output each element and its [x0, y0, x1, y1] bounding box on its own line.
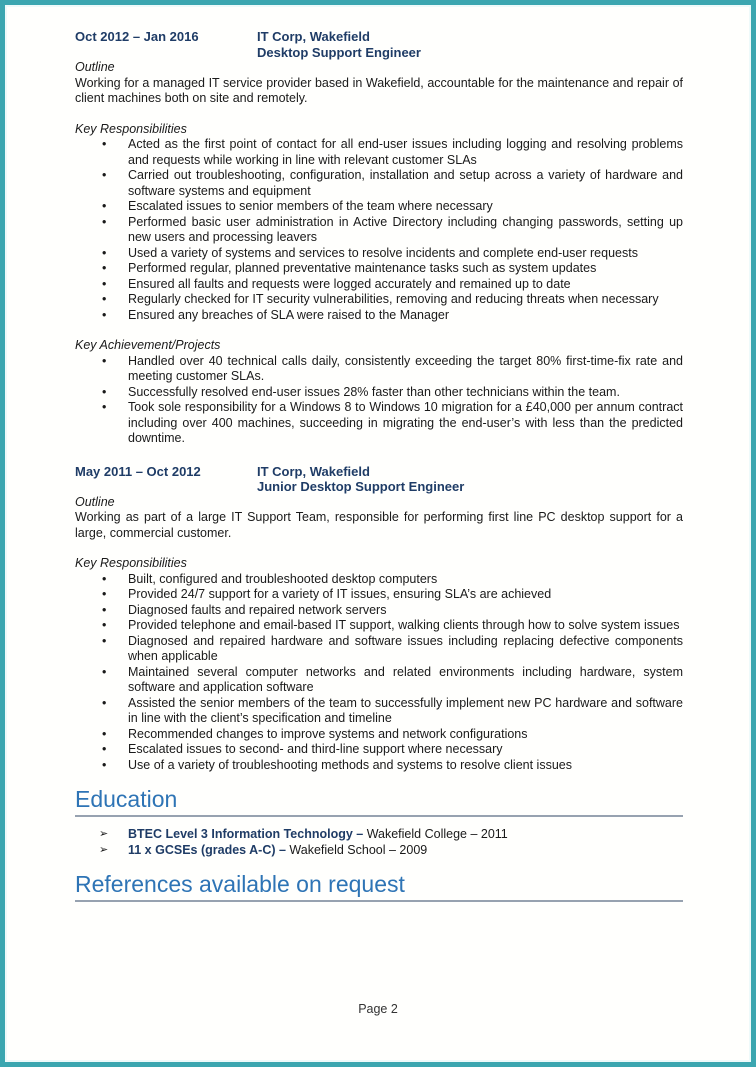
list-item: • Acted as the first point of contact for all end-user issues including logging and resolving problems and requests while working in line with relevant customer SLAs — [75, 137, 683, 168]
job-header — [75, 29, 683, 60]
list-item: • Ensured all faults and requests were logged accurately and remained up to date — [75, 277, 683, 293]
list-item: • Ensured any breaches of SLA were raised to the Manager — [75, 308, 683, 324]
job-title: Desktop Support Engineer — [257, 44, 421, 60]
education-heading: Education — [75, 786, 683, 817]
list-item: • Escalated issues to second- and third-line support where necessary — [75, 742, 683, 758]
list-item: • Assisted the senior members of the team to successfully implement new PC hardware and software in line with the client’s specification and timeline — [75, 696, 683, 727]
job-company-block — [257, 464, 683, 495]
list-item: • Built, configured and troubleshooted desktop computers — [75, 572, 683, 588]
responsibilities-label: Key Responsibilities — [75, 556, 187, 570]
list-item: • Performed basic user administration in Active Directory including changing passwords, setting up new users and processing leavers — [75, 215, 683, 246]
education-item — [75, 826, 683, 842]
list-item: • Carried out troubleshooting, configuration, installation and setup across a variety of hardware and software systems and equipment — [75, 168, 683, 199]
education-list — [75, 826, 683, 858]
education-qualification: 11 x GCSEs (grades A-C) – — [128, 843, 286, 857]
list-item: • Provided 24/7 support for a variety of IT issues, ensuring SLA’s are achieved — [75, 587, 683, 603]
list-item: • Provided telephone and email-based IT support, walking clients through how to solve system issues — [75, 618, 683, 634]
job-company-block — [257, 29, 683, 60]
list-item: • Handled over 40 technical calls daily, consistently exceeding the target 80% first-time-fix rate and meeting customer SLAs. — [75, 354, 683, 385]
page-content — [5, 5, 751, 902]
job-title: Junior Desktop Support Engineer — [257, 479, 465, 494]
list-item: • Successfully resolved end-user issues 28% faster than other technicians within the team. — [75, 385, 683, 401]
list-item: • Use of a variety of troubleshooting methods and systems to resolve client issues — [75, 758, 683, 774]
list-item: • Escalated issues to senior members of the team where necessary — [75, 199, 683, 215]
list-item: • Maintained several computer networks and related environments including hardware, system software and application software — [75, 665, 683, 696]
list-item: • Took sole responsibility for a Windows 8 to Windows 10 migration for a £40,000 per annum contract including over 400 machines, succeeding in migrating the end-user’s with less than the predicted downtime. — [75, 400, 683, 447]
list-item: • Used a variety of systems and services to resolve incidents and complete end-user requests — [75, 246, 683, 262]
outline-label: Outline — [75, 60, 115, 74]
job-entry-2 — [75, 464, 683, 774]
outline-text: Working for a managed IT service provider based in Wakefield, accountable for the maintenance and repair of client machines both on site and remotely. — [75, 75, 683, 105]
education-detail: Wakefield College – 2011 — [363, 827, 508, 841]
job-entry-1 — [75, 29, 683, 447]
education-item — [75, 842, 683, 858]
list-item: • Diagnosed faults and repaired network servers — [75, 603, 683, 619]
page-number: Page 2 — [358, 1002, 398, 1016]
list-item: • Regularly checked for IT security vulnerabilities, removing and reducing threats when necessary — [75, 292, 683, 308]
outline-text: Working as part of a large IT Support Team, responsible for performing first line PC desktop support for a large, commercial customer. — [75, 510, 683, 540]
references-heading: References available on request — [75, 871, 683, 902]
job-dates: May 2011 – Oct 2012 — [75, 463, 201, 479]
achievements-label: Key Achievement/Projects — [75, 338, 221, 352]
list-item: • Performed regular, planned preventative maintenance tasks such as system updates — [75, 261, 683, 277]
job-company: IT Corp, Wakefield — [257, 463, 370, 479]
job-company: IT Corp, Wakefield — [257, 29, 370, 44]
responsibilities-label: Key Responsibilities — [75, 121, 187, 136]
responsibilities-list — [75, 572, 683, 774]
list-item: • Diagnosed and repaired hardware and software issues including replacing defective components when applicable — [75, 634, 683, 665]
education-qualification: BTEC Level 3 Information Technology – — [128, 827, 364, 841]
outline-label: Outline — [75, 494, 115, 509]
achievements-list — [75, 354, 683, 447]
job-header — [75, 464, 683, 495]
responsibilities-list — [75, 137, 683, 323]
list-item: • Recommended changes to improve systems and network configurations — [75, 727, 683, 743]
education-detail: Wakefield School – 2009 — [285, 843, 428, 857]
job-dates: Oct 2012 – Jan 2016 — [75, 29, 199, 44]
